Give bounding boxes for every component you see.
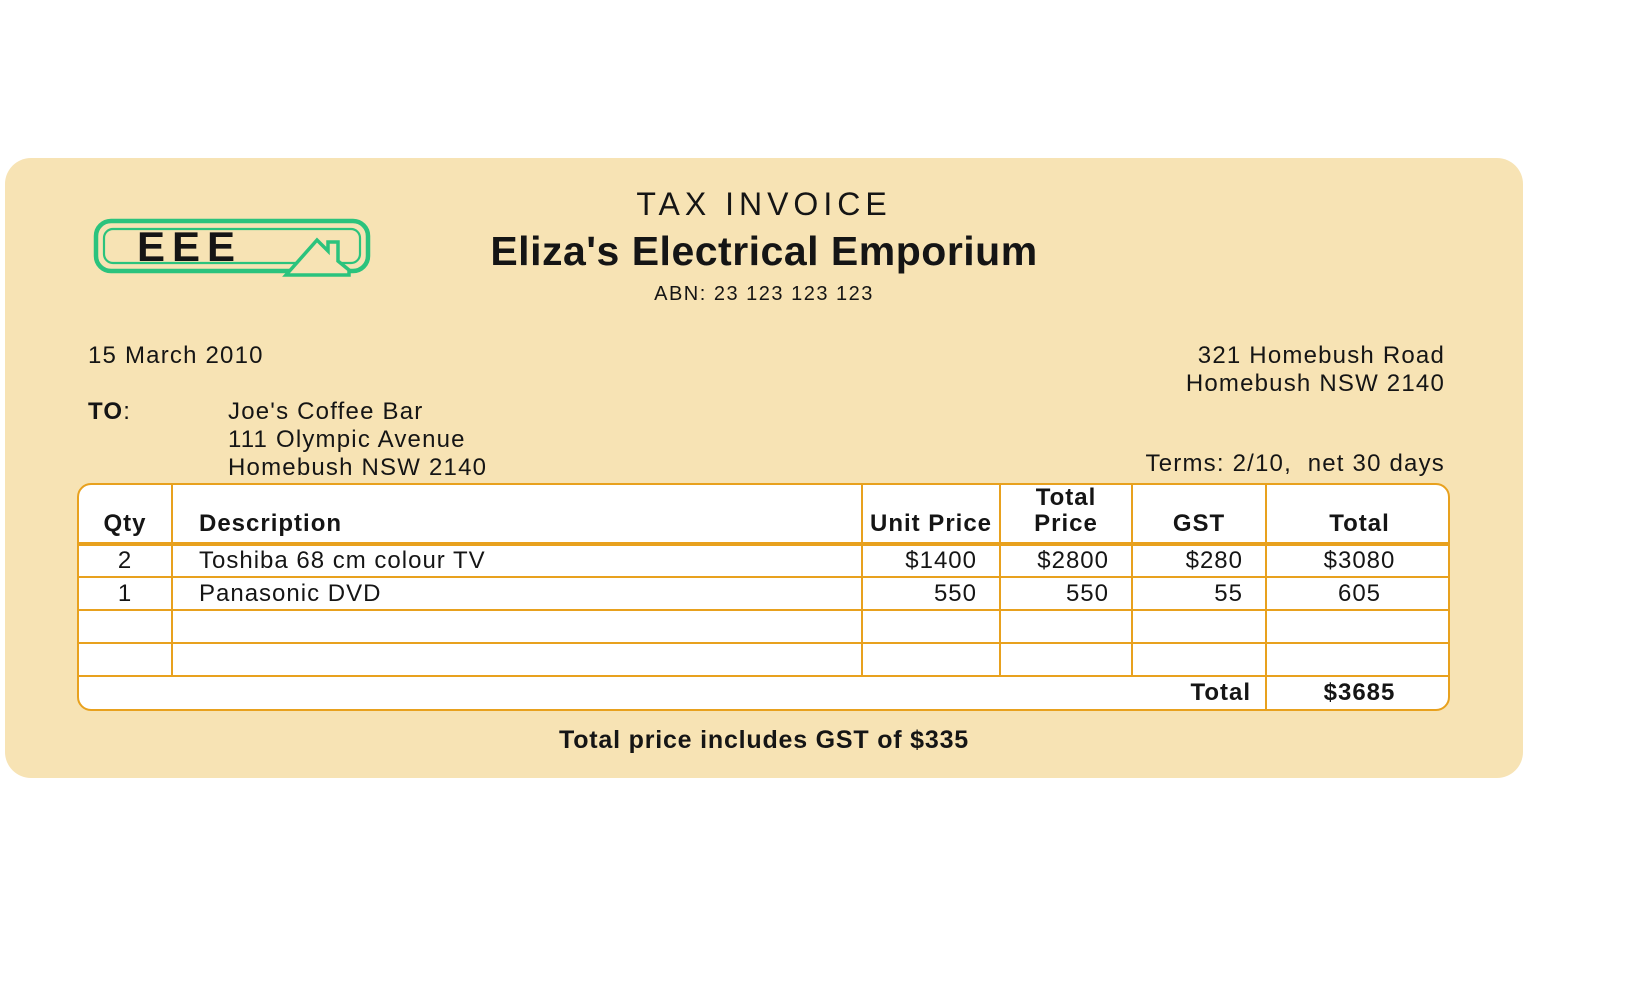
table-row: [79, 544, 1450, 577]
empty-cell: [1266, 610, 1450, 643]
header-description: Description: [172, 485, 862, 544]
payment-terms: Terms: 2/10, net 30 days: [1145, 450, 1445, 477]
cell-total: $3080: [1266, 544, 1450, 577]
to-word: TO: [88, 398, 124, 425]
customer-name: Joe's Coffee Bar: [228, 398, 424, 425]
cell-gst: 55: [1132, 577, 1266, 610]
header-gst: GST: [1132, 485, 1266, 544]
cell-gst: $280: [1132, 544, 1266, 577]
customer-address: [228, 398, 487, 482]
line-items-table: [77, 483, 1450, 711]
cell-unit-price: 550: [862, 577, 1000, 610]
empty-cell: [1000, 610, 1132, 643]
grand-total-value: $3685: [1323, 679, 1396, 706]
cell-description: Panasonic DVD: [172, 577, 862, 610]
empty-cell: [1000, 643, 1132, 676]
company-address-line2: Homebush NSW 2140: [1185, 370, 1445, 397]
empty-cell: [79, 643, 172, 676]
title-block: [5, 186, 1523, 306]
empty-cell: [172, 643, 862, 676]
customer-address-line3: Homebush NSW 2140: [228, 454, 488, 481]
header-qty: Qty: [79, 485, 172, 544]
company-address-line1: 321 Homebush Road: [1197, 342, 1445, 369]
company-name: Eliza's Electrical Emporium: [490, 228, 1038, 274]
header-total: Total: [1266, 485, 1450, 544]
empty-cell: [1132, 610, 1266, 643]
invoice-card: [5, 158, 1523, 778]
empty-cell: [172, 610, 862, 643]
company-address: [1186, 342, 1445, 398]
invoice-date: 15 March 2010: [88, 342, 264, 369]
cell-total: 605: [1266, 577, 1450, 610]
empty-cell: [862, 643, 1000, 676]
total-row-spacer: [79, 676, 1132, 709]
to-colon: :: [123, 398, 132, 425]
header-total-price: Total Price: [1000, 485, 1132, 544]
empty-cell: [1266, 643, 1450, 676]
header-unit-price: Unit Price: [862, 485, 1000, 544]
grand-total-label: Total: [1132, 676, 1266, 709]
document-type: TAX INVOICE: [636, 186, 892, 222]
cell-qty: 2: [79, 544, 172, 577]
cell-total-price: $2800: [1000, 544, 1132, 577]
table-total-row: [79, 676, 1450, 709]
table-row: [79, 577, 1450, 610]
empty-cell: [79, 610, 172, 643]
logo-text: EEE: [137, 223, 243, 270]
customer-address-line2: 111 Olympic Avenue: [228, 426, 466, 453]
cell-unit-price: $1400: [862, 544, 1000, 577]
gst-note: Total price includes GST of $335: [559, 726, 969, 754]
table-row-empty: [79, 610, 1450, 643]
table-header-row: [79, 485, 1450, 544]
table-row-empty: [79, 643, 1450, 676]
cell-description: Toshiba 68 cm colour TV: [172, 544, 862, 577]
cell-total-price: 550: [1000, 577, 1132, 610]
empty-cell: [862, 610, 1000, 643]
to-label: [88, 398, 131, 426]
abn-number: ABN: 23 123 123 123: [654, 283, 874, 305]
empty-cell: [1132, 643, 1266, 676]
cell-qty: 1: [79, 577, 172, 610]
